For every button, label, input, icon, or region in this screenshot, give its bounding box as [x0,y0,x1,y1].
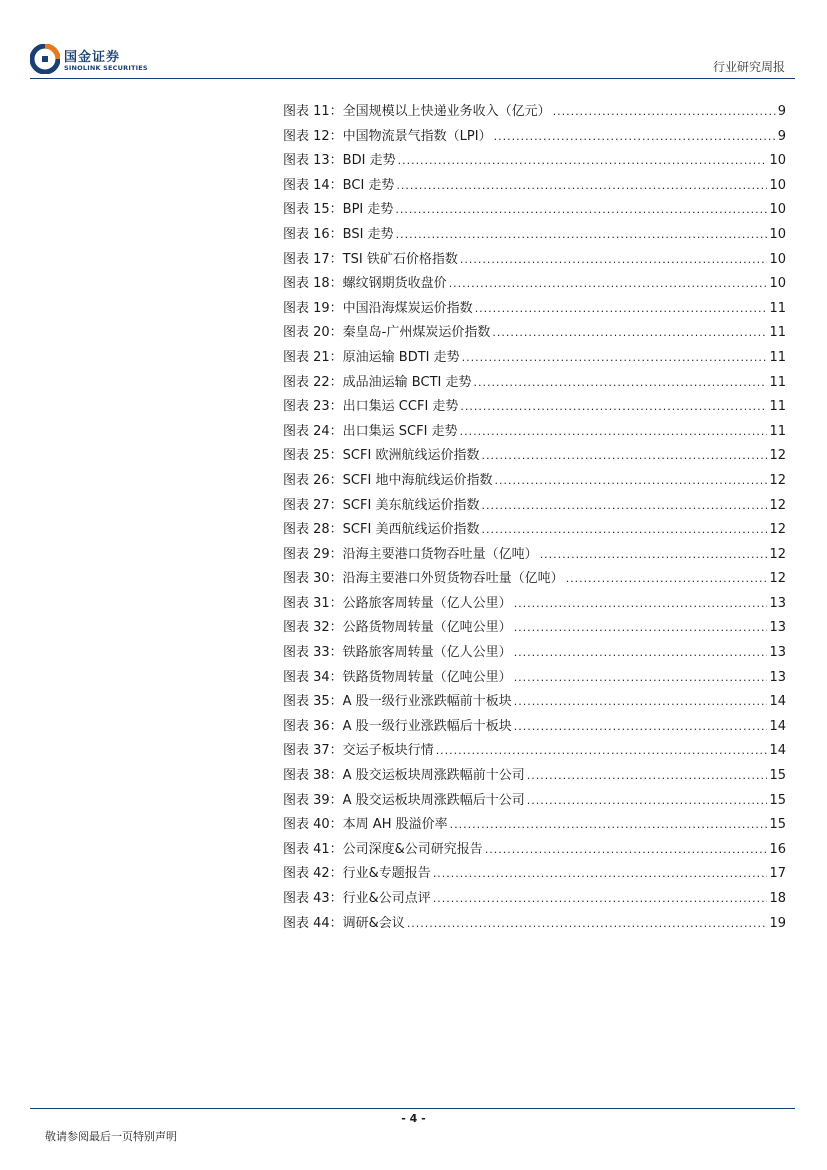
toc-entry-page: 9 [777,104,786,119]
document-type: 行业研究周报 [712,60,785,74]
toc-entry[interactable] [283,567,786,592]
toc-entry-page: 13 [769,645,786,661]
toc-entry[interactable] [283,543,786,568]
toc-entry-page: 12 [769,472,786,488]
toc-leader-dots [460,425,768,438]
toc-entry[interactable] [283,149,786,174]
toc-entry-label: 图表 36：A 股一级行业涨跌幅后十板块 [283,718,512,734]
toc-leader-dots [462,351,768,364]
toc-entry-label: 图表 16：BSI 走势 [283,226,394,242]
toc-leader-dots [553,105,776,118]
toc-entry-page: 15 [769,792,786,808]
toc-entry-page: 10 [769,251,786,267]
toc-entry-page: 18 [769,891,786,906]
toc-leader-dots [514,621,768,634]
toc-leader-dots [527,794,768,807]
toc-entry-label: 图表 33：铁路旅客周转量（亿人公里） [283,645,512,661]
figure-index-list [283,100,786,936]
toc-entry-label: 图表 13：BDI 走势 [283,153,396,169]
toc-entry-label: 图表 25：SCFI 欧洲航线运价指数 [283,448,480,464]
toc-entry-label: 图表 15：BPI 走势 [283,202,394,218]
toc-entry[interactable] [283,198,786,223]
toc-leader-dots [514,597,768,610]
toc-entry[interactable] [283,616,786,641]
toc-entry[interactable] [283,838,786,863]
toc-leader-dots [514,695,768,708]
toc-entry-label: 图表 20：秦皇岛-广州煤炭运价指数 [283,325,491,341]
toc-entry-label: 图表 11：全国规模以上快递业务收入（亿元） [283,104,551,119]
toc-entry-page: 14 [769,718,786,734]
toc-leader-dots [527,769,768,782]
toc-entry-label: 图表 21：原油运输 BDTI 走势 [283,349,460,365]
toc-entry-label: 图表 42：行业&专题报告 [283,866,431,882]
toc-leader-dots [407,917,768,930]
toc-entry-page: 11 [769,374,786,390]
toc-entry-page: 10 [769,226,786,242]
page-header [30,40,795,76]
toc-entry[interactable] [283,813,786,838]
toc-entry-page: 12 [769,448,786,464]
toc-leader-dots [481,499,767,512]
toc-leader-dots [566,572,768,585]
toc-entry-label: 图表 41：公司深度&公司研究报告 [283,841,483,857]
toc-entry-label: 图表 40：本周 AH 股溢价率 [283,817,448,833]
brand-logo [30,44,210,74]
toc-entry[interactable] [283,887,786,912]
toc-entry[interactable] [283,272,786,297]
toc-entry[interactable] [283,789,786,814]
toc-leader-dots [460,253,768,266]
toc-entry[interactable] [283,444,786,469]
toc-entry[interactable] [283,371,786,396]
toc-entry-label: 图表 22：成品油运输 BCTI 走势 [283,374,472,390]
footer-disclaimer: 敬请参阅最后一页特别声明 [45,1130,177,1143]
toc-entry-label: 图表 12：中国物流景气指数（LPI） [283,128,492,144]
toc-leader-dots [396,228,768,241]
toc-leader-dots [433,867,768,880]
toc-entry-page: 11 [769,349,786,365]
toc-entry[interactable] [283,321,786,346]
toc-entry-label: 图表 24：出口集运 SCFI 走势 [283,423,458,439]
toc-entry-page: 11 [769,423,786,439]
toc-leader-dots [473,376,767,389]
toc-leader-dots [450,818,768,831]
brand-name-en: SINOLINK SECURITIES [64,64,148,72]
toc-entry-label: 图表 39：A 股交运板块周涨跌幅后十公司 [283,792,525,808]
toc-leader-dots [460,400,767,413]
toc-entry-page: 14 [769,743,786,759]
toc-entry[interactable] [283,641,786,666]
toc-entry-label: 图表 17：TSI 铁矿石价格指数 [283,251,458,267]
toc-entry-label: 图表 34：铁路货物周转量（亿吨公里） [283,669,512,685]
toc-entry[interactable] [283,223,786,248]
toc-entry[interactable] [283,125,786,150]
toc-entry-label: 图表 44：调研&会议 [283,915,405,931]
toc-leader-dots [494,130,776,143]
toc-entry-page: 11 [769,325,786,341]
toc-entry[interactable] [283,248,786,273]
toc-entry-label: 图表 28：SCFI 美西航线运价指数 [283,522,480,538]
toc-entry-page: 10 [769,202,786,218]
toc-entry-label: 图表 31：公路旅客周转量（亿人公里） [283,595,512,611]
toc-entry-page: 12 [769,497,786,513]
toc-leader-dots [514,646,768,659]
toc-leader-dots [396,179,767,192]
toc-leader-dots [436,744,768,757]
toc-entry-page: 15 [769,768,786,784]
toc-leader-dots [395,203,767,216]
toc-entry[interactable] [283,739,786,764]
toc-entry-page: 13 [769,669,786,685]
toc-entry-page: 12 [769,522,786,538]
toc-entry-label: 图表 27：SCFI 美东航线运价指数 [283,497,480,513]
toc-entry[interactable] [283,912,786,937]
toc-leader-dots [398,154,768,167]
toc-entry-label: 图表 19：中国沿海煤炭运价指数 [283,300,473,316]
toc-entry-label: 图表 32：公路货物周转量（亿吨公里） [283,620,512,636]
toc-entry-page: 17 [769,866,786,882]
sinolink-logo-icon [30,44,60,74]
toc-entry[interactable] [283,690,786,715]
toc-entry[interactable] [283,494,786,519]
toc-entry[interactable] [283,346,786,371]
toc-entry[interactable] [283,764,786,789]
toc-entry-page: 16 [769,841,786,857]
toc-entry-page: 10 [769,276,786,292]
toc-entry-label: 图表 37：交运子板块行情 [283,743,434,759]
brand-name-cn: 国金证券 [64,50,121,65]
toc-entry-page: 11 [769,300,786,316]
toc-entry-page: 13 [769,620,786,636]
toc-entry-page: 14 [769,694,786,710]
toc-leader-dots [481,449,767,462]
toc-leader-dots [492,326,767,339]
toc-entry-label: 图表 29：沿海主要港口货物吞吐量（亿吨） [283,546,538,562]
toc-entry-page: 19 [769,915,786,931]
toc-leader-dots [475,302,768,315]
toc-leader-dots [514,720,768,733]
toc-entry-label: 图表 23：出口集运 CCFI 走势 [283,399,459,415]
toc-entry-label: 图表 43：行业&公司点评 [283,891,431,906]
toc-entry-label: 图表 38：A 股交运板块周涨跌幅前十公司 [283,768,525,784]
toc-entry-label: 图表 30：沿海主要港口外贸货物吞吐量（亿吨） [283,571,564,587]
toc-entry-label: 图表 26：SCFI 地中海航线运价指数 [283,472,493,488]
toc-entry-label: 图表 18：螺纹钢期货收盘价 [283,276,447,292]
toc-entry-page: 12 [769,546,786,562]
toc-entry-page: 10 [769,177,786,193]
toc-entry[interactable] [283,174,786,199]
toc-entry[interactable] [283,666,786,691]
toc-leader-dots [514,671,768,684]
toc-leader-dots [485,843,768,856]
header-divider [30,78,795,79]
toc-entry[interactable] [283,297,786,322]
toc-leader-dots [449,277,768,290]
toc-entry[interactable] [283,715,786,740]
toc-leader-dots [433,892,768,905]
toc-entry-page: 13 [769,595,786,611]
footer-divider [30,1108,795,1109]
toc-entry[interactable] [283,862,786,887]
toc-entry-page: 10 [769,153,786,169]
toc-entry-page: 9 [777,128,786,144]
toc-entry-page: 12 [769,571,786,587]
toc-leader-dots [494,474,767,487]
toc-entry[interactable] [283,100,786,125]
toc-entry-label: 图表 35：A 股一级行业涨跌幅前十板块 [283,694,512,710]
toc-leader-dots [481,523,767,536]
toc-leader-dots [540,548,768,561]
page-number: - 4 - [401,1112,426,1125]
toc-entry-page: 11 [769,399,786,415]
toc-entry[interactable] [283,518,786,543]
toc-entry[interactable] [283,395,786,420]
toc-entry[interactable] [283,469,786,494]
toc-entry-page: 15 [769,817,786,833]
toc-entry[interactable] [283,420,786,445]
toc-entry[interactable] [283,592,786,617]
toc-entry-label: 图表 14：BCI 走势 [283,177,395,193]
